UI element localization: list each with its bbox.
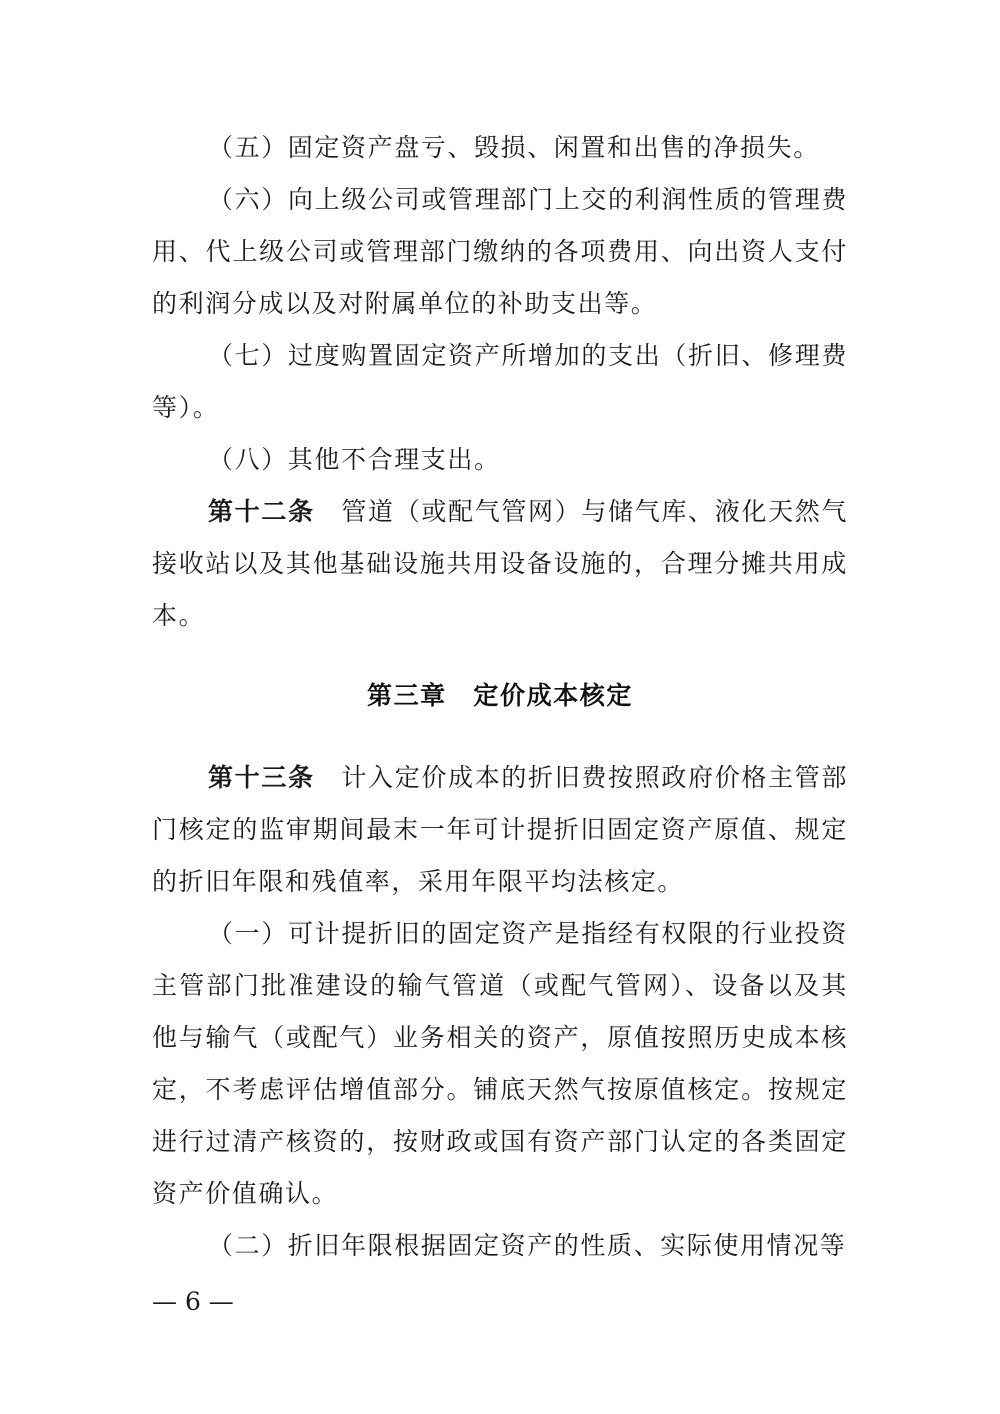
paragraph-text: （二）折旧年限根据固定资产的性质、实际使用情况等 [208, 1231, 847, 1260]
paragraph-item-5 [152, 122, 848, 174]
paragraph-item-2 [152, 1220, 848, 1272]
article-12 [152, 486, 848, 642]
paragraph-text: （五）固定资产盘亏、毁损、闲置和出售的净损失。 [208, 133, 820, 162]
page-number: — 6 — [152, 1287, 234, 1316]
paragraph-item-7 [152, 330, 848, 434]
article-12-title: 第十二条 [208, 497, 315, 526]
paragraph-text: （六）向上级公司或管理部门上交的利润性质的管理费用、代上级公司或管理部门缴纳的各项费用、向出资人支付的利润分成以及对附属单位的补助支出等。 [152, 185, 848, 318]
article-13-text: 计入定价成本的折旧费按照政府价格主管部门核定的监审期间最末一年可计提折旧固定资产原值、规定的折旧年限和残值率，采用年限平均法核定。 [152, 763, 849, 896]
paragraph-text: （一）可计提折旧的固定资产是指经有权限的行业投资主管部门批准建设的输气管道（或配气管网）、设备以及其他与输气（或配气）业务相关的资产，原值按照历史成本核定，不考虑评估增值部分。铺底天然气按原值核定。按规定进行过清产核资的，按财政或国有资产部门认定的各类固定资产价值确认。 [152, 919, 848, 1208]
article-12-text: 管道（或配气管网）与储气库、液化天然气接收站以及其他基础设施共用设备设施的，合理分摊共用成本。 [152, 497, 849, 630]
article-13-title: 第十三条 [208, 763, 315, 792]
paragraph-item-1 [152, 908, 848, 1220]
article-13 [152, 752, 848, 908]
paragraph-item-6 [152, 174, 848, 330]
paragraph-text: （七）过度购置固定资产所增加的支出（折旧、修理费等）。 [152, 341, 848, 422]
chapter-heading: 第三章 定价成本核定 [366, 681, 633, 710]
paragraph-item-8 [152, 434, 848, 486]
paragraph-text: （八）其他不合理支出。 [208, 445, 501, 474]
